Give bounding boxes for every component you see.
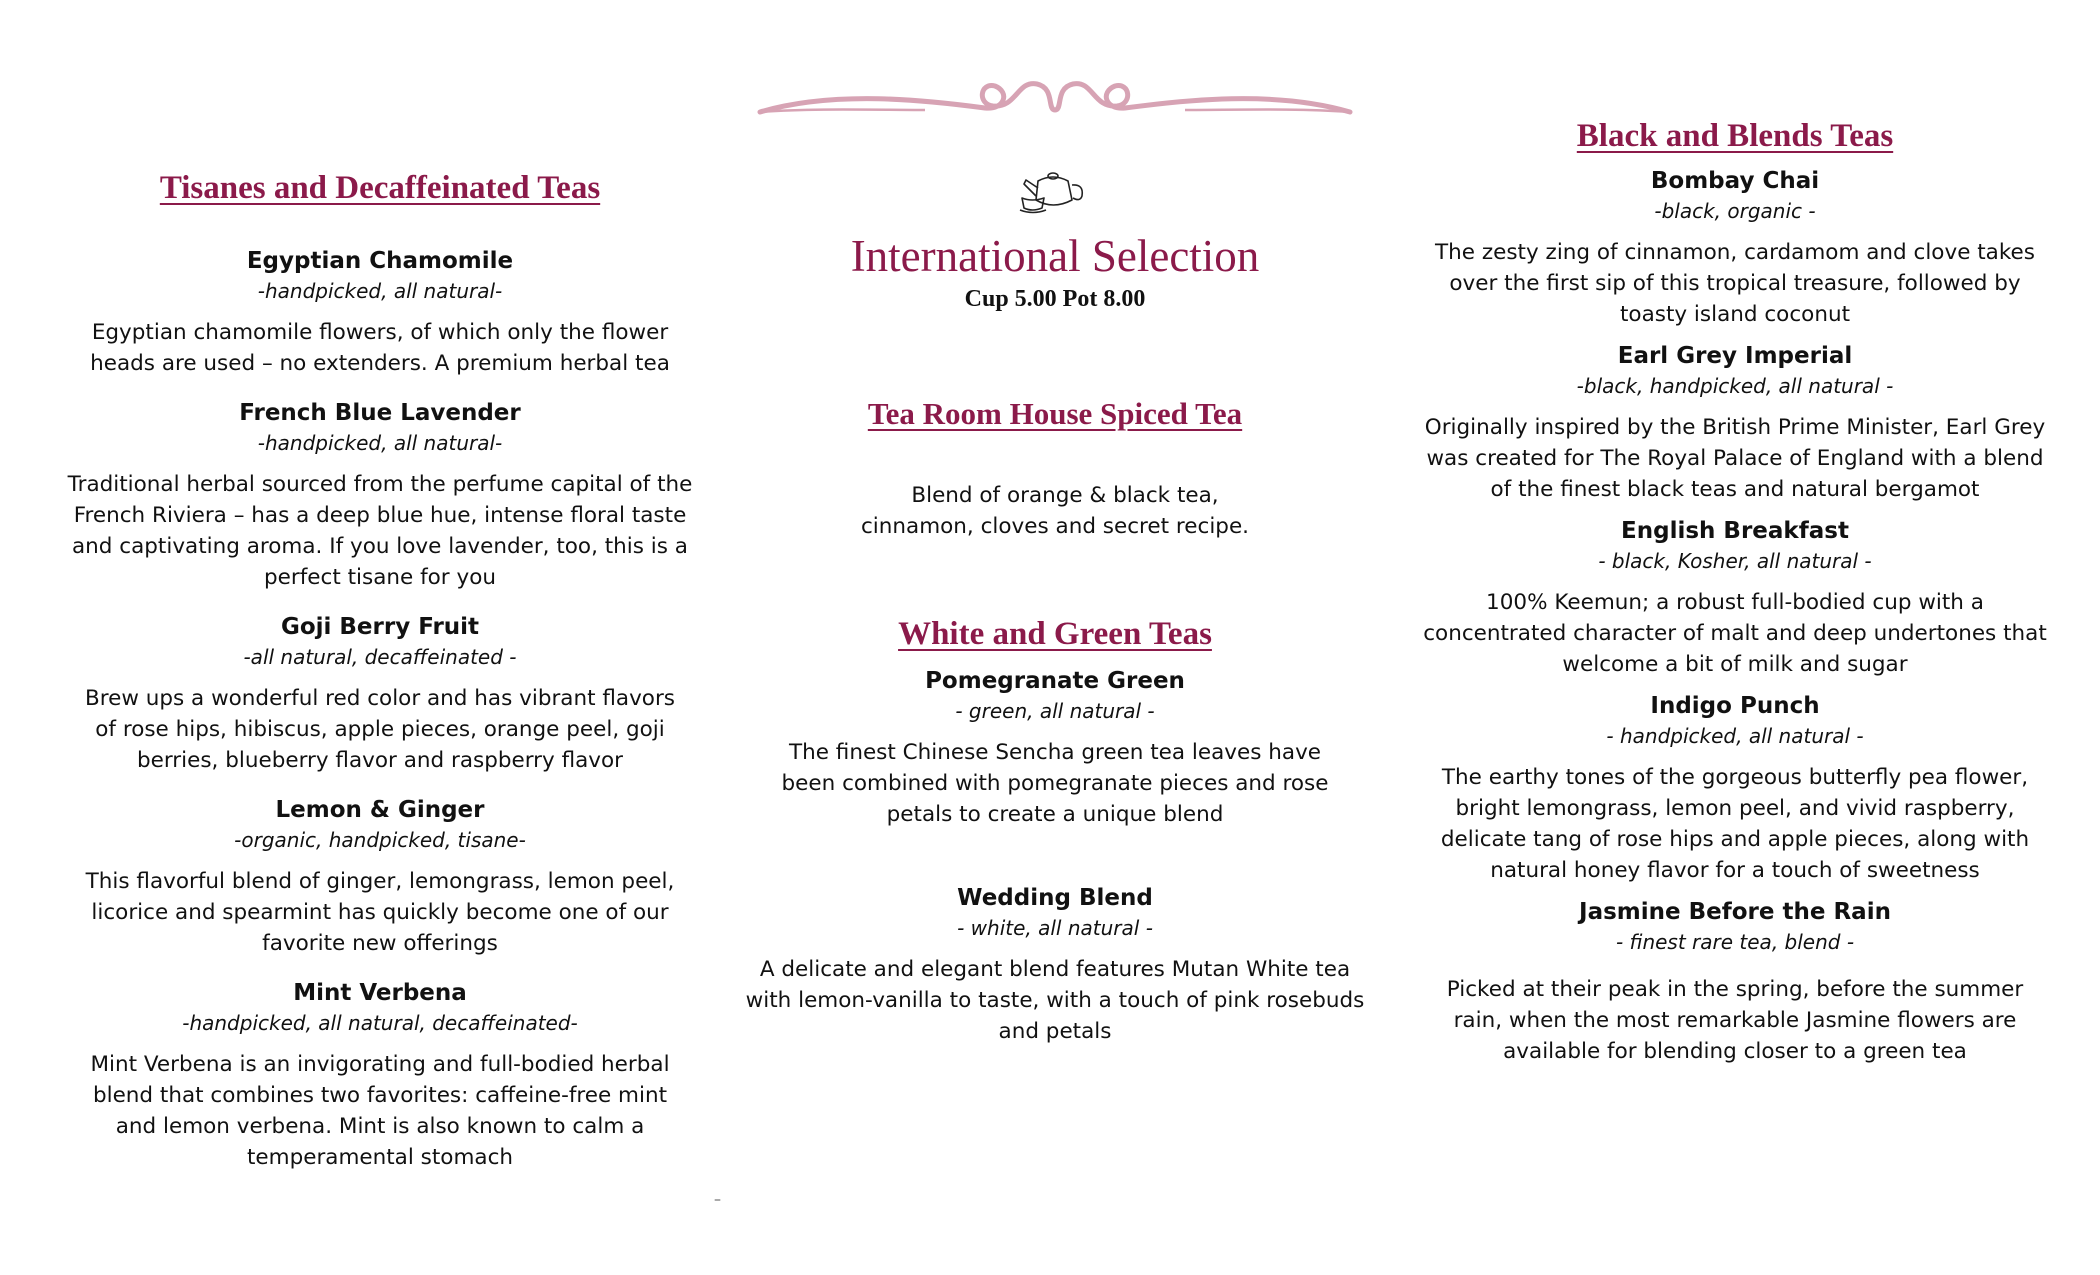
tea-tags: - finest rare tea, blend -: [1615, 930, 1855, 954]
tea-name: Pomegranate Green: [925, 668, 1185, 694]
house-desc-line: Blend of orange & black tea,: [911, 483, 1219, 508]
tea-description: This flavorful blend of ginger, lemongrass, lemon peel, licorice and spearmint has quickly become one of our favorite new offerings: [85, 869, 675, 956]
tea-item: [65, 977, 695, 1173]
tea-tags: -handpicked, all natural-: [257, 431, 503, 455]
decorative-flourish: [755, 70, 1355, 130]
tea-description: Traditional herbal sourced from the perfume capital of the French Riviera – has a deep blue hue, intense floral taste and captivating aroma. If you love lavender, too, this is a perfect tisane for you: [67, 472, 693, 590]
tea-description: The earthy tones of the gorgeous butterfly pea flower, bright lemongrass, lemon peel, and vivid raspberry, delicate tang of rose hips and apple pieces, along with natural honey flavor for a touch of sweetness: [1440, 765, 2030, 883]
tea-item: [65, 794, 695, 959]
teapot-icon: [1018, 168, 1088, 216]
tea-tags: - black, Kosher, all natural -: [1598, 549, 1872, 573]
tea-tags: - white, all natural -: [957, 916, 1153, 940]
black-blends-column: [1420, 118, 2050, 1077]
tea-name: Earl Grey Imperial: [1617, 343, 1853, 369]
tea-name: Lemon & Ginger: [275, 797, 485, 823]
tea-item: [740, 882, 1370, 1047]
tea-tags: -black, organic -: [1654, 199, 1816, 223]
tea-item: [740, 665, 1370, 830]
tea-description: 100% Keemun; a robust full-bodied cup with a concentrated character of malt and deep undertones that welcome a bit of milk and sugar: [1423, 590, 2047, 677]
tea-tags: - handpicked, all natural -: [1606, 724, 1864, 748]
section-title-house: Tea Room House Spiced Tea: [867, 396, 1243, 431]
tea-item: [1420, 340, 2050, 505]
tea-item: [1420, 896, 2050, 1067]
tea-description: The zesty zing of cinnamon, cardamom and clove takes over the first sip of this tropical treasure, followed by toasty island coconut: [1435, 240, 2035, 327]
tea-tags: -all natural, decaffeinated -: [243, 645, 517, 669]
tea-name: French Blue Lavender: [239, 400, 521, 426]
section-title-white-green: White and Green Teas: [898, 616, 1212, 652]
tea-tags: -black, handpicked, all natural -: [1576, 374, 1894, 398]
tea-name: English Breakfast: [1621, 518, 1849, 544]
tea-tags: -handpicked, all natural-: [257, 279, 503, 303]
tea-item: [1420, 165, 2050, 330]
tea-item: [65, 397, 695, 593]
tea-item: [1420, 515, 2050, 680]
white-green-section: [740, 616, 1370, 1099]
price-line: Cup 5.00 Pot 8.00: [964, 286, 1146, 312]
tea-item: [65, 611, 695, 776]
tea-item: [65, 245, 695, 379]
house-tea-section: [740, 396, 1370, 432]
house-tea-description: [740, 480, 1370, 542]
tea-name: Indigo Punch: [1650, 693, 1820, 719]
tea-description: Picked at their peak in the spring, before the summer rain, when the most remarkable Jasmine flowers are available for blending closer to a green tea: [1446, 977, 2024, 1064]
tea-item: [1420, 690, 2050, 886]
tea-description: Brew ups a wonderful red color and has vibrant flavors of rose hips, hibiscus, apple pieces, orange peel, goji berries, blueberry flavor and raspberry flavor: [84, 686, 676, 773]
page-title: International Selection: [850, 231, 1260, 281]
tea-tags: - green, all natural -: [955, 699, 1155, 723]
tea-name: Jasmine Before the Rain: [1579, 899, 1891, 925]
tea-description: Egyptian chamomile flowers, of which only the flower heads are used – no extenders. A premium herbal tea: [90, 320, 670, 376]
tea-tags: -handpicked, all natural, decaffeinated-: [182, 1011, 578, 1035]
tea-name: Egyptian Chamomile: [246, 248, 514, 274]
tea-description: A delicate and elegant blend features Mutan White tea with lemon-vanilla to taste, with a touch of pink rosebuds and petals: [745, 957, 1365, 1044]
tea-name: Bombay Chai: [1650, 168, 1820, 194]
section-title-tisanes: Tisanes and Decaffeinated Teas: [159, 170, 601, 206]
tea-name: Wedding Blend: [957, 885, 1153, 911]
footer-mark: –: [714, 1192, 721, 1208]
tea-description: The finest Chinese Sencha green tea leaves have been combined with pomegranate pieces and rose petals to create a unique blend: [781, 740, 1329, 827]
tea-description: Originally inspired by the British Prime Minister, Earl Grey was created for The Royal Palace of England with a blend of the finest black teas and natural bergamot: [1424, 415, 2046, 502]
house-desc-line: cinnamon, cloves and secret recipe.: [860, 514, 1250, 539]
tea-description: Mint Verbena is an invigorating and full-bodied herbal blend that combines two favorites: caffeine-free mint and lemon verbena. Mint is also known to calm a temperamental stomach: [90, 1052, 670, 1170]
tisanes-column: [65, 170, 695, 1191]
section-title-black-blends: Black and Blends Teas: [1576, 118, 1894, 154]
tea-tags: -organic, handpicked, tisane-: [234, 828, 526, 852]
tea-name: Goji Berry Fruit: [280, 614, 480, 640]
tea-name: Mint Verbena: [293, 980, 467, 1006]
